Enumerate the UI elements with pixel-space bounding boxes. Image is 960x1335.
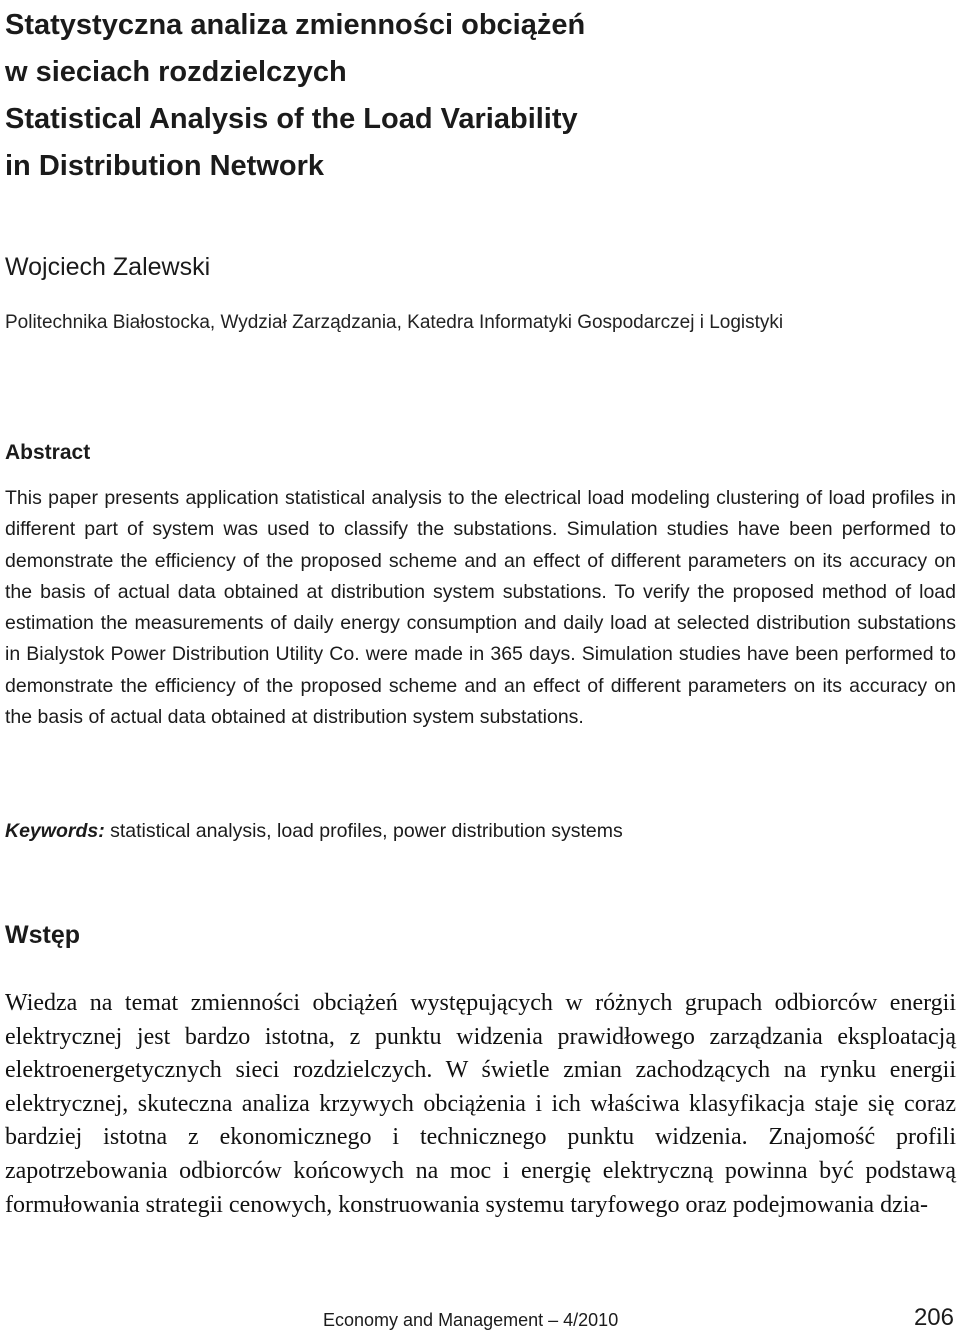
title-line-en-1: Statistical Analysis of the Load Variability [5,103,578,135]
author-affiliation: Politechnika Białostocka, Wydział Zarządzania, Katedra Informatyki Gospodarczej i Logistyki [5,312,784,333]
keywords-label: Keywords: [5,820,105,842]
abstract-heading: Abstract [5,441,91,464]
author-name: Wojciech Zalewski [5,253,211,281]
page-number: 206 [913,1304,954,1331]
page-footer [0,1301,960,1335]
section-heading-intro: Wstęp [5,921,80,949]
journal-reference: Economy and Management – 4/2010 [323,1310,619,1330]
title-line-pl-2: w sieciach rozdzielczych [5,56,347,88]
title-line-en-2: in Distribution Network [5,150,324,182]
intro-paragraph: Wiedza na temat zmienności obciążeń występujących w różnych grupach odbiorców energii elektrycznej jest bardzo istotna, z punktu widzenia prawidłowego zarządzania eksploatacją elektroenergetycznych sieci rozdzielczych. W świetle zmian zachodzących na rynku energii elektrycznej, skuteczna analiza krzywych obciążenia i ich właściwa klasyfikacja staje się coraz bardziej istotna z ekonomicznego i technicznego punktu widzenia. Znajomość profili zapotrzebowania odbiorców końcowych na moc i energię elektryczną powinna być podstawą formułowania strategii cenowych, konstruowania systemu taryfowego oraz podejmowania dzia- [5,990,956,1218]
title-line-pl-1: Statystyczna analiza zmienności obciążeń [5,9,586,41]
paper-title [5,2,945,190]
abstract-text: This paper presents application statistical analysis to the electrical load modeling clustering of load profiles in different part of system was used to classify the substations. Simulation studies have been performed to demonstrate the efficiency of the proposed scheme and an effect of different parameters on its accuracy on the basis of actual data obtained at distribution system substations. To verify the proposed method of load estimation the measurements of daily energy consumption and daily load at selected distribution substations in Bialystok Power Distribution Utility Co. were made in 365 days. Simulation studies have been performed to demonstrate the efficiency of the proposed scheme and an effect of different parameters on its accuracy on the basis of actual data obtained at distribution system substations. [5,487,956,729]
keywords [5,815,955,847]
keywords-text: statistical analysis, load profiles, power distribution systems [110,820,623,842]
